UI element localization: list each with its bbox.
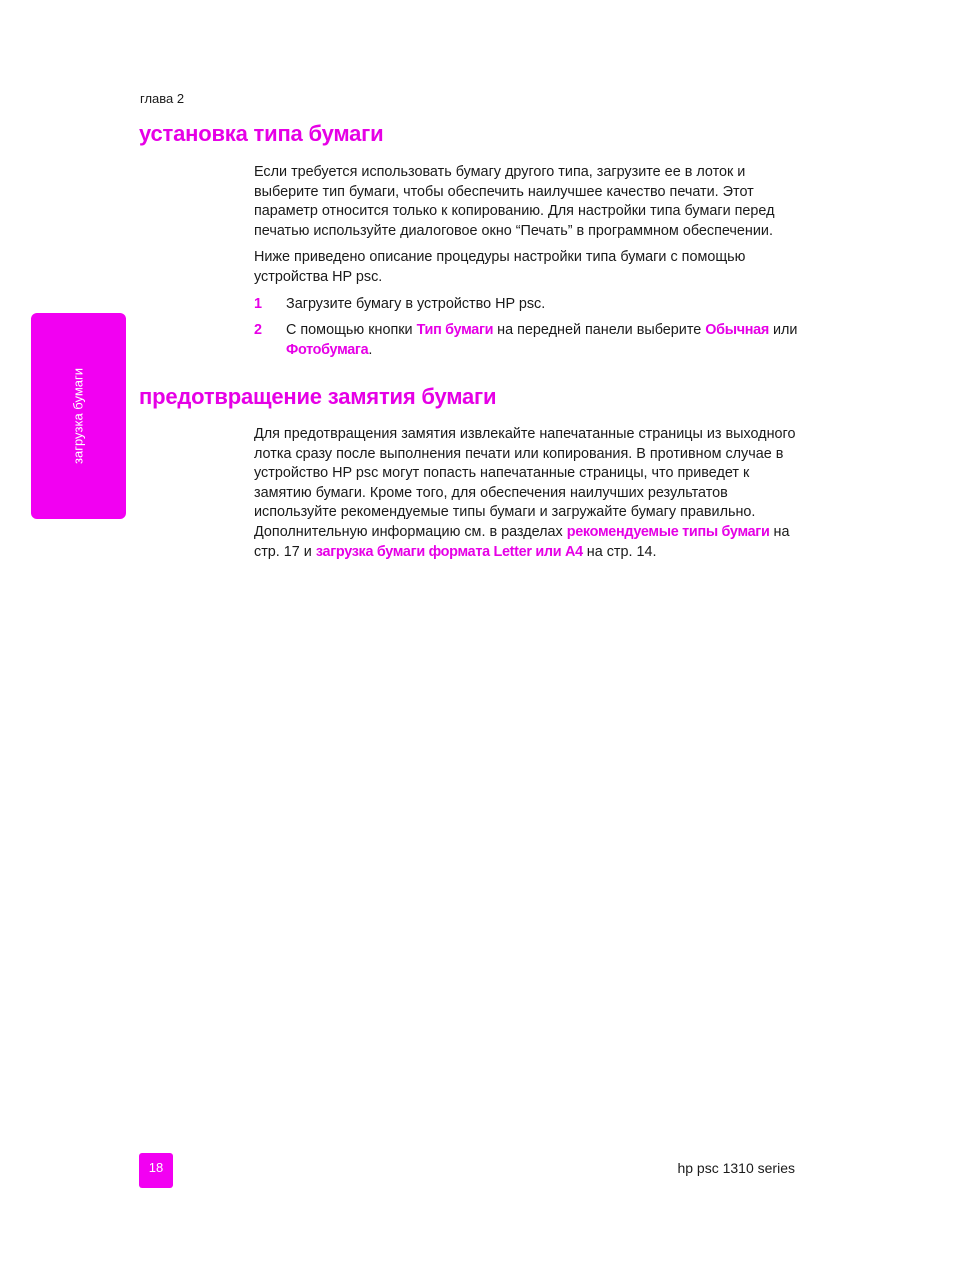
paragraph-text: на стр. 14. bbox=[582, 543, 657, 560]
paragraph-text: на стр. 17 и bbox=[254, 523, 790, 560]
step-number: 2 bbox=[254, 322, 263, 338]
paragraph-jam bbox=[254, 425, 799, 562]
side-tab bbox=[31, 313, 126, 519]
step-text bbox=[286, 320, 799, 360]
paragraph-text: Для предотвращения замятия извлекайте напечатанные страницы из выходного лотка сразу после выполнения печати или копирования. В противном случае в устройство HP psc могут попасть напечатанные страницы, что приведет к замятию бумаги. Кроме того, для обеспечения наилучших результатов используйте рекомендуемые типы бумаги и загружайте бумагу правильно. Дополнительную информацию см. в разделах bbox=[254, 426, 796, 540]
step-number: 1 bbox=[254, 296, 263, 312]
step-text-part: . bbox=[368, 342, 373, 358]
paragraph-procedure: Ниже приведено описание процедуры настройки типа бумаги с помощью устройства HP psc. bbox=[254, 249, 746, 285]
step-text-part: или bbox=[769, 322, 798, 338]
chapter-label: глава 2 bbox=[140, 91, 185, 106]
step-text-part: С помощью кнопки bbox=[286, 322, 417, 338]
step-item bbox=[254, 320, 799, 360]
link-load-letter-a4[interactable]: загрузка бумаги формата Letter или A4 bbox=[315, 543, 583, 560]
side-tab-label: загрузка бумаги bbox=[70, 368, 86, 464]
paragraph-intro: Если требуется использовать бумагу другого типа, загрузите ее в лоток и выберите тип бумаги, чтобы обеспечить наилучшее качество печати. Этот параметр относится только к копированию. Для настройки типа бумаги перед печатью используйте диалоговое окно “Печать” в программном обеспечении. bbox=[254, 164, 775, 239]
footer-product: hp psc 1310 series bbox=[677, 1160, 795, 1176]
link-recommended-paper[interactable]: рекомендуемые типы бумаги bbox=[566, 523, 770, 540]
button-name-paper-type: Тип бумаги bbox=[416, 322, 494, 338]
step-text: Загрузите бумагу в устройство HP psc. bbox=[286, 296, 546, 312]
section-title-paper-type: установка типа бумаги bbox=[139, 121, 384, 146]
step-item bbox=[254, 294, 799, 314]
option-photo: Фотобумага bbox=[286, 342, 369, 358]
page-number: 18 bbox=[139, 1153, 173, 1188]
section-title-jam-prevention: предотвращение замятия бумаги bbox=[139, 384, 497, 409]
option-plain: Обычная bbox=[705, 322, 769, 338]
step-text-part: на передней панели выберите bbox=[493, 322, 706, 338]
